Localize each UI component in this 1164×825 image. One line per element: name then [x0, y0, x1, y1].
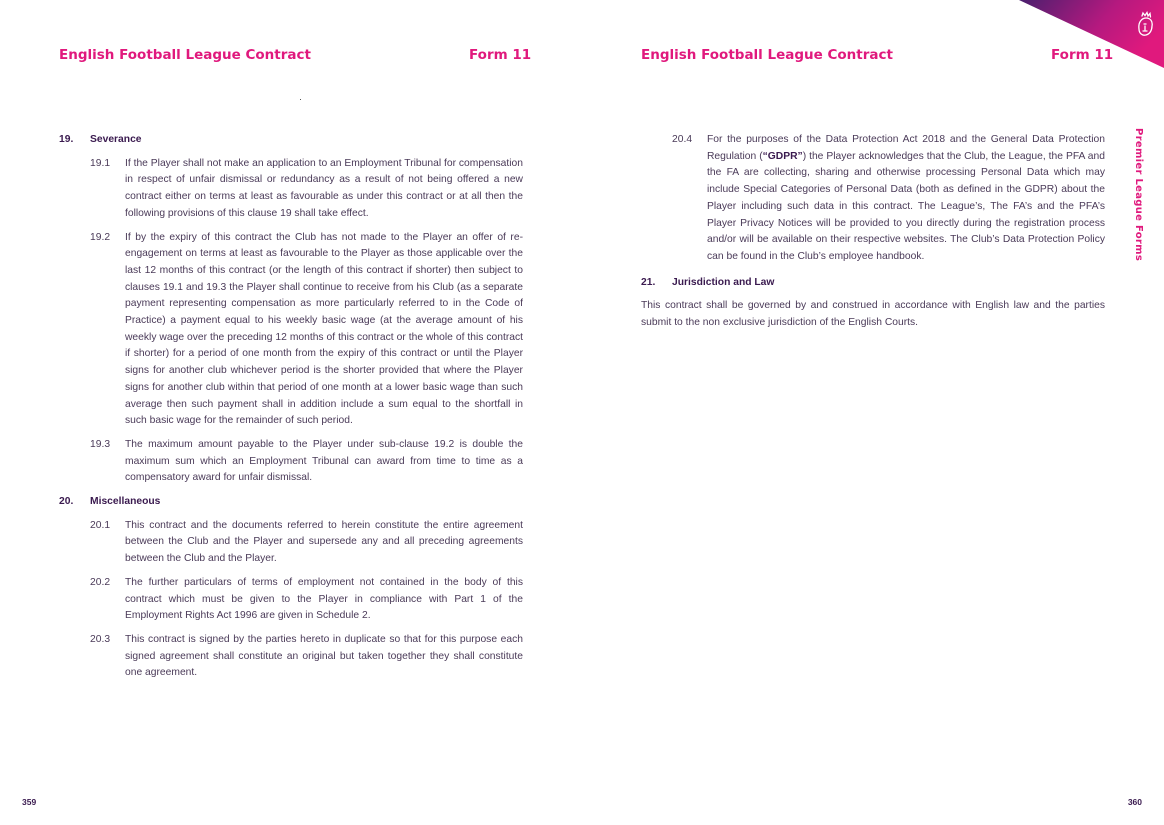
right-page — [582, 0, 1164, 825]
clause-text: If the Player shall not make an application to an Employment Tribunal for compensation in respect of unfair dismissal or redundancy as a result of not being offered a new contract either on terms at least as favourable as under this contract or at all then the following provisions of this clause 19 shall take effect. — [125, 157, 523, 219]
header-form-label: Form 11 — [469, 47, 532, 63]
left-body — [59, 132, 523, 689]
section-20-heading — [59, 494, 523, 511]
section-21-heading — [641, 275, 1105, 292]
clause-number: 20.1 — [90, 519, 111, 531]
gdpr-term: “GDPR” — [762, 150, 803, 162]
right-body — [641, 132, 1105, 332]
clause-text — [707, 132, 1105, 266]
section-title: Jurisdiction and Law — [672, 276, 775, 288]
header-title: English Football League Contract — [59, 47, 311, 63]
section-title: Miscellaneous — [90, 496, 161, 508]
clause-19-3 — [59, 437, 523, 487]
clause-20-2 — [59, 575, 523, 625]
clause-number: 19.1 — [90, 157, 111, 169]
clause-number: 20.3 — [90, 633, 111, 645]
clause-19-2 — [59, 230, 523, 430]
header-title: English Football League Contract — [641, 47, 893, 63]
clause-text: The maximum amount payable to the Player under sub-clause 19.2 is double the maximum sum which an Employment Tribunal can award from time to time as a compensatory award for unfair dismissal. — [125, 438, 523, 484]
clause-20-1 — [59, 518, 523, 568]
clause-text: This contract is signed by the parties hereto in duplicate so that for this purpose each signed agreement shall constitute an original but taken together they shall constitute one agreement. — [125, 633, 523, 679]
section-number: 21. — [641, 276, 656, 288]
clause-text-part: For the purposes of the Data Protection Act 2018 and the General Data Protection Regulation ( — [707, 134, 1105, 162]
page-number: 360 — [1127, 797, 1142, 807]
clause-number: 19.2 — [90, 231, 111, 243]
clause-text: This contract and the documents referred to herein constitute the entire agreement between the Club and the Player and supersede any and all preceding agreements between the Club and the Player. — [125, 519, 523, 565]
clause-20-3 — [59, 632, 523, 682]
section-21-text: This contract shall be governed by and construed in accordance with English law and the parties submit to the non exclusive jurisdiction of the English Courts. — [641, 300, 1105, 329]
clause-number: 20.2 — [90, 576, 111, 588]
clause-text: The further particulars of terms of employment not contained in the body of this contract which must be given to the Player in compliance with Part 1 of the Employment Rights Act 1996 are given in Schedule 2. — [125, 576, 523, 622]
clause-number: 20.4 — [672, 134, 693, 145]
header-form-label: Form 11 — [1051, 47, 1114, 63]
stray-dot — [300, 99, 301, 100]
section-number: 20. — [59, 496, 74, 508]
clause-19-1 — [59, 156, 523, 223]
section-title: Severance — [90, 134, 142, 145]
clause-text: If by the expiry of this contract the Club has not made to the Player an offer of re-engagement on terms at least as favourable to the Player as those applicable over the last 12 months of this contract (or the length of this contract if shorter) then subject to clauses 19.1 and 19.3 the Player shall continue to receive from his Club (as a separate payment representing compensation as more particularly referred to in the Code of Practice) a payment equal to his weekly basic wage (at the average amount of his weekly wage over the preceding 12 months of this contract or the whole of this contract if shorter) for a period of one month from the expiry of this contract or until the Player signs for another club whichever period is the shorter provided that where the Player signs for another club within that period of one month at a lower basic wage than such average then such payment shall in addition include a sum equal to the shortfall in such basic wage for the remainder of such period. — [125, 231, 523, 427]
clause-20-4 — [641, 132, 1105, 266]
side-label: Premier League Forms — [1133, 128, 1144, 262]
clause-number: 19.3 — [90, 438, 111, 450]
clause-text-part: ) the Player acknowledges that the Club, the League, the PFA and the FA are collecting, sharing and otherwise processing Personal Data which may include Special Categories of Personal Data (both as defined in the GDPR) about the Player including such data in this contract. The League’s, The FA’s and the PFA’s Player Privacy Notices will be provided to you directly during the registration process and/or will be available on their respective websites. The Club’s Data Protection Policy can be found in the Club’s employee handbook. — [707, 150, 1105, 262]
section-19-heading — [59, 132, 523, 149]
page-number: 359 — [22, 797, 37, 807]
section-number: 19. — [59, 134, 74, 145]
